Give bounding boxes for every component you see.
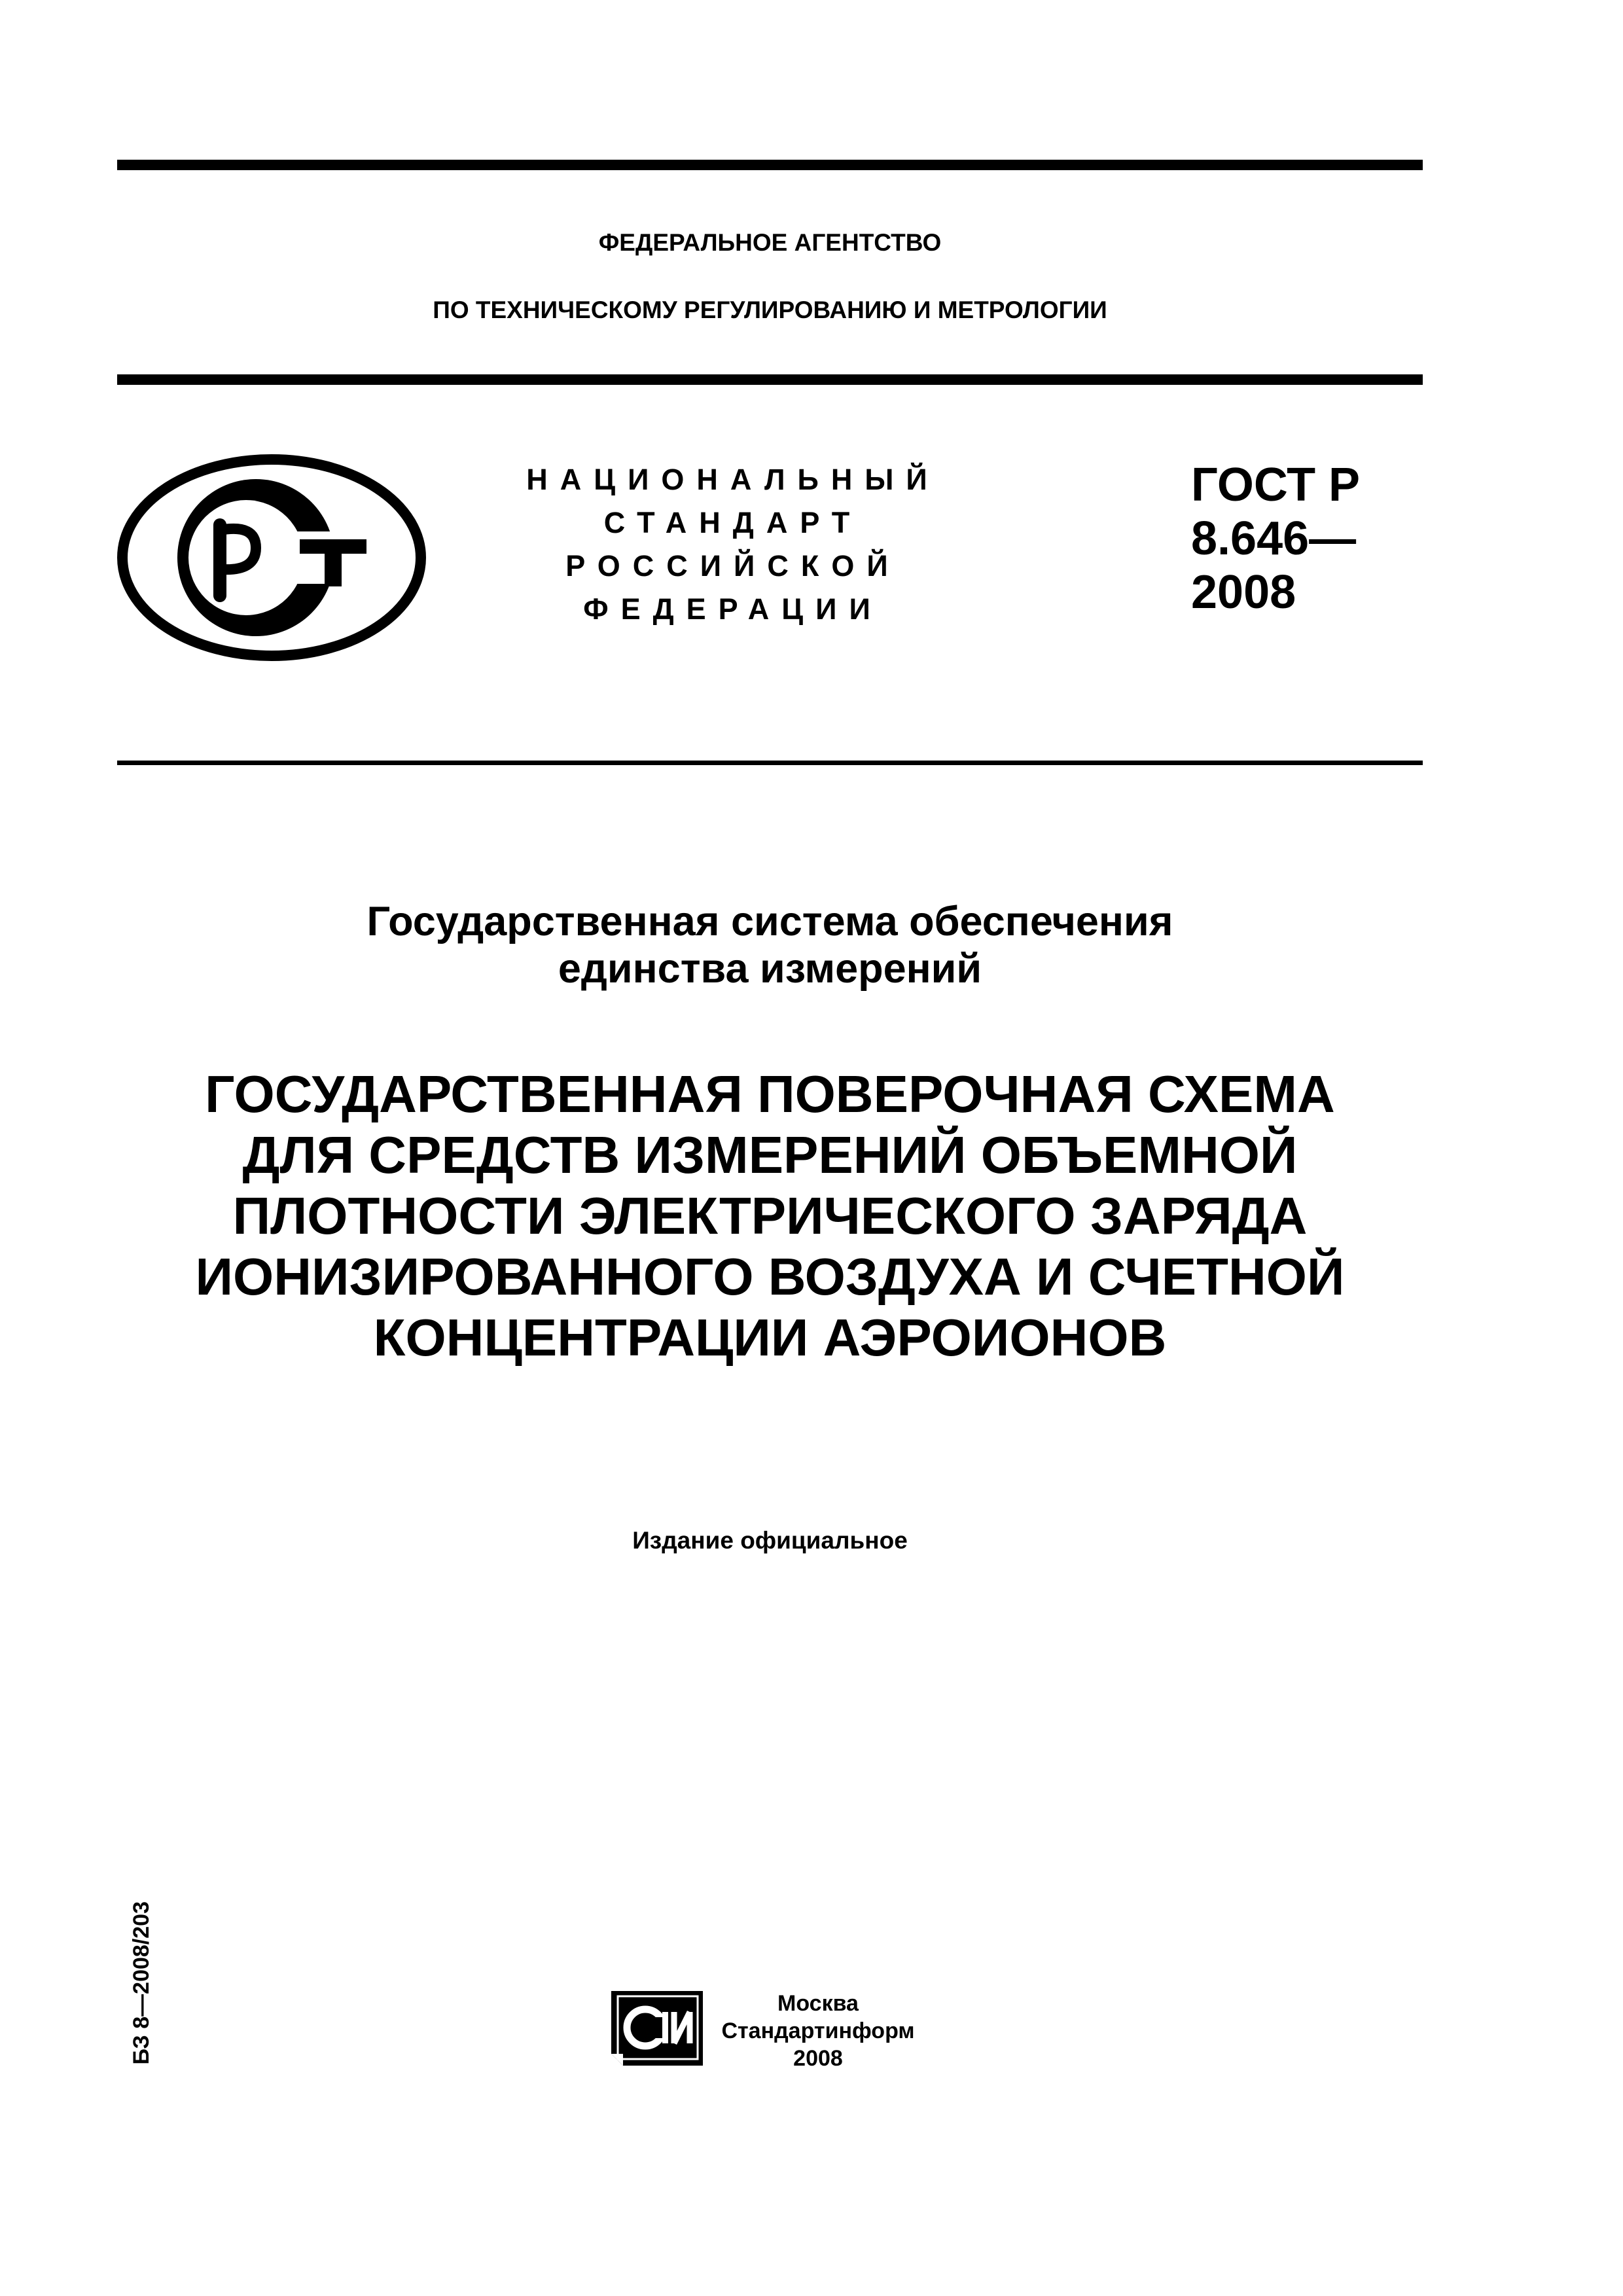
publisher-info [720,1990,916,2072]
title-line: ИОНИЗИРОВАННОГО ВОЗДУХА И СЧЕТНОЙ [195,1247,1345,1306]
designation-line: 2008 [1191,566,1296,619]
publisher-name: Стандартинформ [721,2018,915,2043]
title-line: ГОСУДАРСТВЕННАЯ ПОВЕРОЧНАЯ СХЕМА [205,1065,1335,1123]
title-line: ДЛЯ СРЕДСТВ ИЗМЕРЕНИЙ ОБЪЕМНОЙ [242,1126,1298,1184]
gost-r-logo-icon [115,453,428,662]
side-code-text: БЗ 8—2008/203 [129,1901,154,2065]
edition-note: Издание официальное [632,1527,908,1554]
middle-rule [117,374,1423,385]
agency-line-2: ПО ТЕХНИЧЕСКОМУ РЕГУЛИРОВАНИЮ И МЕТРОЛОГИИ [433,296,1107,323]
standard-type-line: СТАНДАРТ [603,506,863,539]
standard-type-line: НАЦИОНАЛЬНЫЙ [526,463,940,496]
designation-line: ГОСТ Р [1191,459,1361,511]
publisher-year: 2008 [793,2046,843,2071]
document-title [117,1064,1423,1368]
standard-type-line: РОССИЙСКОЙ [565,549,901,583]
lower-rule [117,761,1423,765]
series-title [117,898,1423,992]
title-line: ПЛОТНОСТИ ЭЛЕКТРИЧЕСКОГО ЗАРЯДА [232,1187,1308,1245]
top-rule [117,160,1423,170]
side-code [129,1901,154,2065]
series-title-line: Государственная система обеспечения [366,899,1173,944]
standard-type [497,458,969,631]
series-title-line: единства измерений [558,946,982,992]
agency-line-1: ФЕДЕРАЛЬНОЕ АГЕНТСТВО [598,229,942,256]
title-line: КОНЦЕНТРАЦИИ АЭРОИОНОВ [373,1308,1167,1367]
designation-line: 8.646— [1191,512,1357,565]
standartinform-logo-icon [609,1988,705,2070]
publisher-city: Москва [777,1991,859,2016]
standard-designation [1191,458,1360,619]
standard-type-line: ФЕДЕРАЦИИ [583,592,883,626]
